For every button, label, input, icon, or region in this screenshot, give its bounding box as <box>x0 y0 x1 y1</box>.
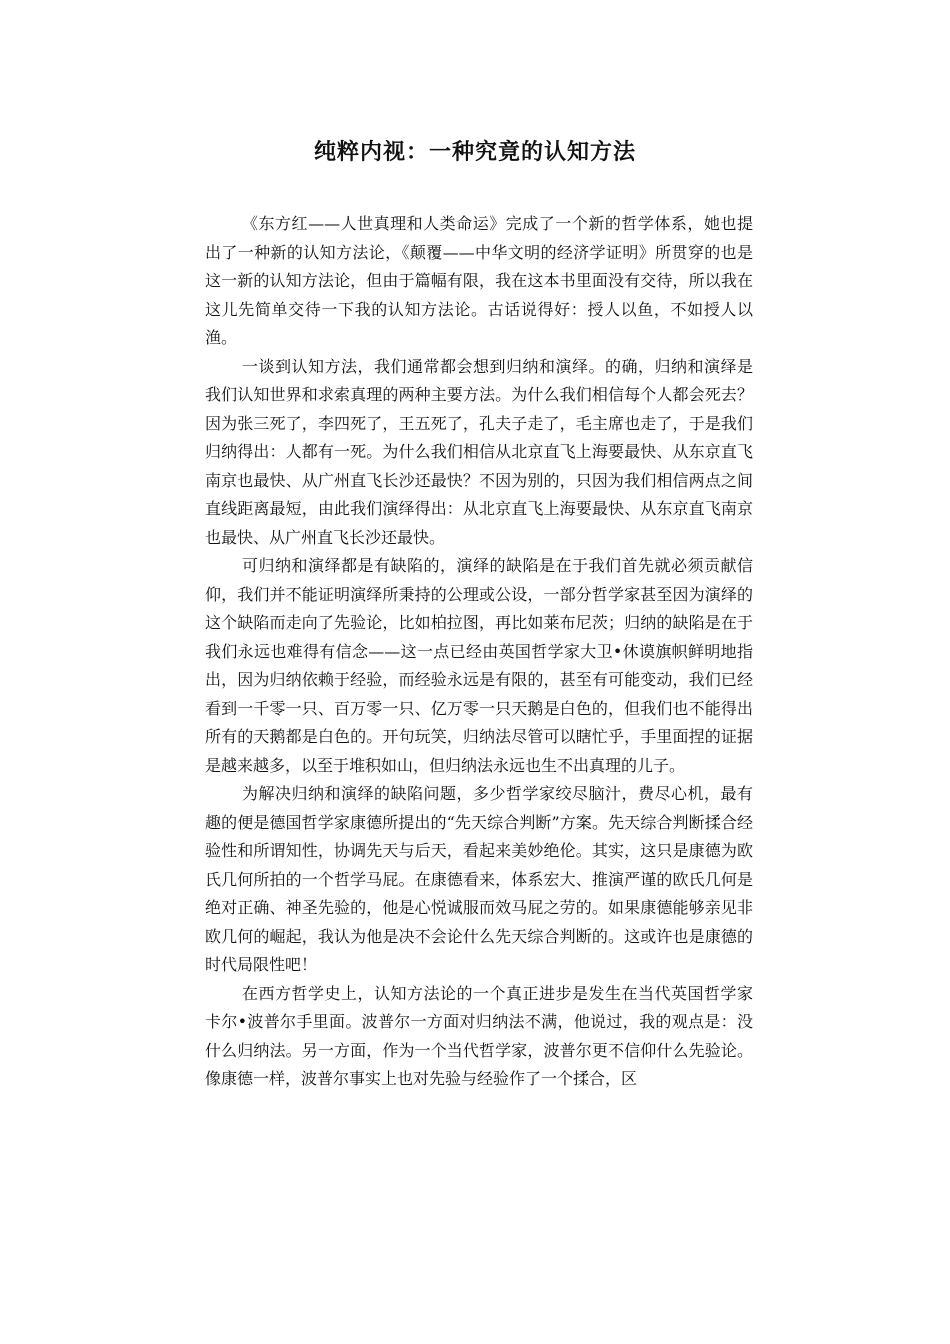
paragraph-3: 可归纳和演绎都是有缺陷的，演绎的缺陷是在于我们首先就必须贡献信仰，我们并不能证明演绎所秉持的公理或公设，一部分哲学家甚至因为演绎的这个缺陷而走向了先验论，比如柏拉图，再比如莱布尼茨；归纳的缺陷是在于我们永远也难得有信念——这一点已经由英国哲学家大卫•休谟旗帜鲜明地指出，因为归纳依赖于经验，而经验永远是有限的，甚至有可能变动，我们已经看到一千零一只、百万零一只、亿万零一只天鹅是白色的，但我们也不能得出所有的天鹅都是白色的。开句玩笑，归纳法尽管可以瞎忙乎，手里面捏的证据是越来越多，以至于堆积如山，但归纳法永远也生不出真理的儿子。 <box>205 556 753 775</box>
paragraph-5: 在西方哲学史上，认知方法论的一个真正进步是发生在当代英国哲学家卡尔•波普尔手里面。波普尔一方面对归纳法不满，他说过，我的观点是：没什么归纳法。另一方面，作为一个当代哲学家，波普尔更不信仰什么先验论。像康德一样，波普尔事实上也对先验与经验作了一个揉合，区 <box>205 983 753 1088</box>
page-title: 纯粹内视：一种究竟的认知方法 <box>313 139 636 165</box>
paragraph-1: 《东方红——人世真理和人类命运》完成了一个新的哲学体系，她也提出了一种新的认知方法论，《颠覆——中华文明的经济学证明》所贯穿的也是这一新的认知方法论，但由于篇幅有限，我在这本书里面没有交待，所以我在这儿先简单交待一下我的认知方法论。古话说得好：授人以鱼，不如授人以渔。 <box>205 214 753 347</box>
paragraph-4: 为解决归纳和演绎的缺陷问题，多少哲学家绞尽脑汁，费尽心机，最有趣的便是德国哲学家康德所提出的“先天综合判断”方案。先天综合判断揉合经验性和所谓知性，协调先天与后天，看起来美妙绝伦。其实，这只是康德为欧氏几何所拍的一个哲学马屁。在康德看来，体系宏大、推演严谨的欧氏几何是绝对正确、神圣先验的，他是心悦诚服而效马屁之劳的。如果康德能够亲见非欧几何的崛起，我认为他是决不会论什么先天综合判断的。这或许也是康德的时代局限性吧！ <box>205 784 753 974</box>
document-body <box>205 210 753 1094</box>
paragraph-2: 一谈到认知方法，我们通常都会想到归纳和演绎。的确，归纳和演绎是我们认知世界和求索真理的两种主要方法。为什么我们相信每个人都会死去？因为张三死了，李四死了，王五死了，孔夫子走了，毛主席也走了，于是我们归纳得出：人都有一死。为什么我们相信从北京直飞上海要最快、从东京直飞南京也最快、从广州直飞长沙还最快？不因为别的，只因为我们相信两点之间直线距离最短，由此我们演绎得出：从北京直飞上海要最快、从东京直飞南京也最快、从广州直飞长沙还最快。 <box>205 356 753 547</box>
